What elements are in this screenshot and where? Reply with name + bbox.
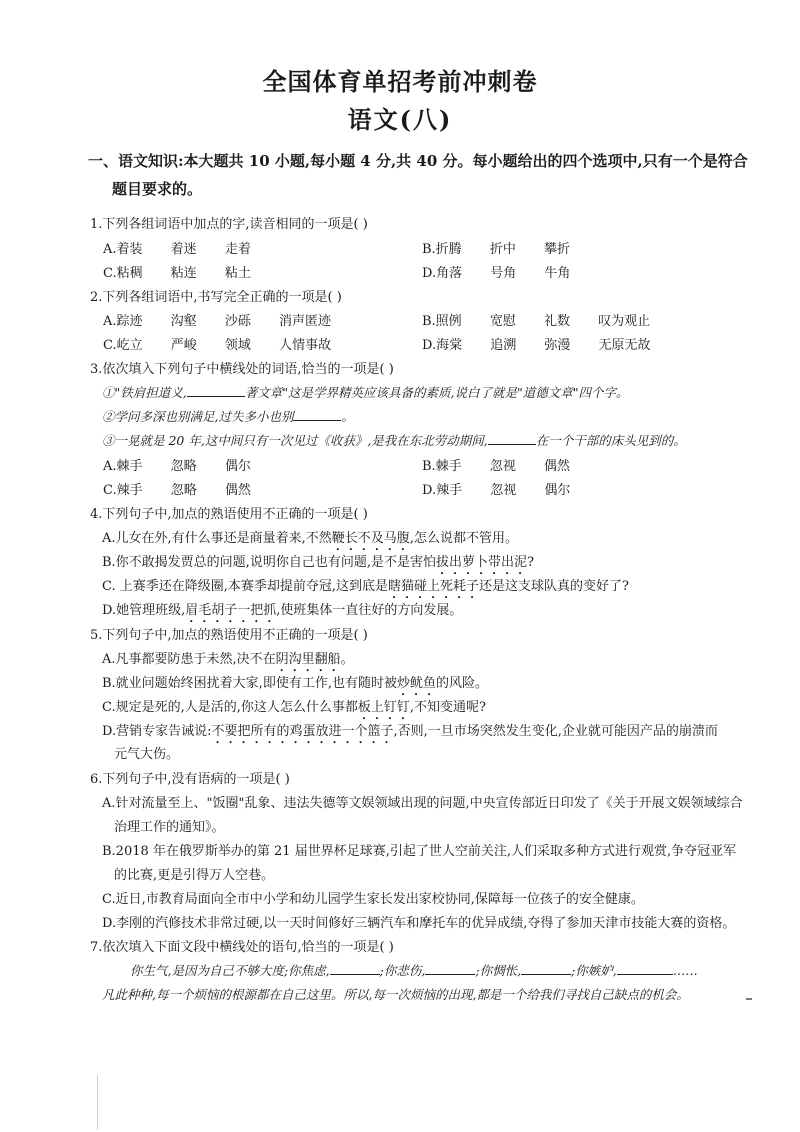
q5-d-post: ,否则,一旦市场突然发生变化,企业就可能因产品的崩溃而 — [393, 724, 718, 739]
q7-blank-1[interactable] — [330, 973, 380, 975]
q1-c-w2: 粘连 — [170, 266, 197, 281]
q7-p1-e: …… — [672, 963, 698, 978]
q4-c-post: 还是这支球队真的变好了? — [479, 579, 630, 594]
q3-stem: 3.依次填入下列句子中横线处的词语,恰当的一项是( ) — [90, 362, 394, 377]
q5-a-post: 。 — [340, 652, 354, 667]
q1-b-w3: 攀折 — [543, 242, 570, 257]
q6-option-b-cont: 的比赛,更是引得万人空巷。 — [114, 868, 275, 883]
q3-b-w1: B.棘手 — [422, 459, 462, 474]
q2-b-w4: 叹为观止 — [598, 314, 651, 329]
q7-blank-4[interactable] — [617, 973, 673, 975]
q1-option-c — [103, 262, 251, 281]
q2-a-w1: A.踪迹 — [103, 314, 143, 329]
margin-rule — [97, 1075, 98, 1130]
q5-stem: 5.下列句子中,加点的熟语使用不正确的一项是( ) — [90, 628, 368, 643]
q2-a-w3: 沙砾 — [224, 314, 251, 329]
q4-a-post: ,怎么说都不管用。 — [409, 531, 518, 546]
q3-c-w2: 忽略 — [170, 483, 197, 498]
q3-a-w2: 忽略 — [170, 459, 197, 474]
q3-d-w3: 偶尔 — [544, 483, 571, 498]
q7-passage-line-1 — [130, 961, 698, 979]
q2-option-a — [103, 310, 331, 329]
q3-d-w1: D.辣手 — [422, 483, 463, 498]
exam-subtitle: 语文(八) — [347, 105, 453, 134]
q1-a-w3: 走着 — [224, 242, 251, 257]
q1-option-b — [422, 238, 570, 257]
q1-b-w1: B.折腾 — [422, 242, 462, 257]
q3-s1-post: 著文章"这是学界精英应该具备的素质,说白了就是"道德文章"四个字。 — [244, 385, 629, 400]
q3-sentence-2 — [102, 407, 354, 425]
section-heading: 一、语文知识:本大题共 10 小题,每小题 4 分,共 40 分。每小题给出的四个选项中,只有一个是符合 — [88, 152, 748, 170]
q1-option-d — [422, 262, 570, 281]
q3-d-w2: 忽视 — [490, 483, 517, 498]
q6-option-b: B.2018 年在俄罗斯举办的第 21 届世界杯足球赛,引起了世人空前关注,人们采取多种方式进行观赏,争夺冠亚军 — [102, 844, 737, 859]
q1-c-w1: C.粘稠 — [103, 266, 143, 281]
q2-option-b — [422, 310, 650, 329]
q2-c-w1: C.屹立 — [103, 338, 143, 353]
q2-c-w2: 严峻 — [170, 338, 197, 353]
q5-c-idiom: 板上钉钉 — [357, 700, 410, 715]
q7-p1-d: ;你嫉妒, — [571, 963, 617, 978]
q4-option-d — [102, 599, 462, 626]
q2-stem: 2.下列各组词语中,书写完全正确的一项是( ) — [90, 290, 342, 305]
q5-b-post: 的风险。 — [435, 676, 488, 691]
q6-option-c: C.近日,市教育局面向全市中小学和幼儿园学生家长发出家校协同,保障每一位孩子的安全健康。 — [102, 892, 644, 907]
q5-option-b — [102, 672, 488, 699]
q5-option-d-cont: 元气大伤。 — [114, 747, 180, 762]
q3-c-w3: 偶然 — [224, 483, 251, 498]
scan-mark — [746, 998, 752, 1000]
q5-b-pre: B.就业问题始终困扰着大家,即使有工作,也有随时被 — [102, 676, 397, 691]
q1-d-w1: D.角落 — [422, 266, 463, 281]
q4-stem: 4.下列句子中,加点的熟语使用不正确的一项是( ) — [90, 507, 368, 522]
q3-a-w3: 偶尔 — [224, 459, 251, 474]
q5-d-idiom: 不要把所有的鸡蛋放进一个篮子 — [211, 724, 394, 739]
q1-d-w3: 牛角 — [544, 266, 571, 281]
q2-a-w4: 消声匿迹 — [278, 314, 331, 329]
q2-option-d — [422, 334, 651, 353]
q1-a-w2: 着迷 — [170, 242, 197, 257]
exam-title: 全国体育单招考前冲刺卷 — [262, 67, 538, 96]
q3-option-a — [103, 455, 251, 474]
q2-d-w2: 追溯 — [490, 338, 517, 353]
q2-b-w2: 宽慰 — [489, 314, 516, 329]
q3-sentence-1 — [102, 383, 628, 401]
q3-s2-pre: ②学问多深也别满足,过失多小也别 — [102, 409, 294, 424]
q7-p1-b: ;你悲伤, — [379, 963, 426, 978]
q4-b-pre: B.你不敢揭发贾总的问题,说明你自己也有问题,是不是害怕 — [102, 555, 436, 570]
q3-sentence-3 — [102, 431, 686, 449]
q3-s2-post: 。 — [341, 409, 354, 424]
q5-b-idiom: 炒鱿鱼 — [396, 676, 436, 691]
q2-d-w3: 弥漫 — [544, 338, 571, 353]
q3-blank-3[interactable] — [488, 443, 536, 445]
q3-a-w1: A.棘手 — [103, 459, 143, 474]
q3-option-c — [103, 479, 251, 498]
q3-s1-pre: ①"铁肩担道义, — [102, 385, 187, 400]
q4-d-pre: D.她管理班级, — [102, 603, 186, 618]
q7-passage-line-2: 凡此种种,每一个烦恼的根源都在自己这里。所以,每一次烦恼的出现,都是一个给我们寻找自己缺点的机会。 — [102, 987, 689, 1002]
q5-option-a — [102, 648, 354, 675]
q4-c-idiom: 瞎猫碰上死耗子 — [388, 579, 480, 594]
q3-blank-1[interactable] — [187, 395, 245, 397]
q7-p1-c: ;你惆怅, — [475, 963, 522, 978]
q1-d-w2: 号角 — [490, 266, 517, 281]
q4-a-idiom: 鞭长不及马腹 — [331, 531, 410, 546]
q3-blank-2[interactable] — [293, 419, 341, 421]
q7-blank-3[interactable] — [521, 973, 571, 975]
q3-s3-pre: ③一晃就是 20 年,这中间只有一次见过《收获》,是我在东北劳动期间, — [102, 433, 488, 448]
q4-b-post: ? — [526, 555, 534, 570]
q4-b-idiom: 拔出萝卜带出泥 — [435, 555, 527, 570]
q3-b-w3: 偶然 — [543, 459, 570, 474]
q5-option-c — [102, 696, 486, 723]
q2-option-c — [103, 334, 331, 353]
section-heading-cont: 题目要求的。 — [112, 180, 203, 198]
q1-a-w1: A.着装 — [103, 242, 143, 257]
q2-d-w4: 无原无故 — [598, 338, 651, 353]
q1-option-a — [103, 238, 251, 257]
q4-d-idiom: 眉毛胡子一把抓 — [185, 603, 277, 618]
q2-c-w4: 人情事故 — [279, 338, 332, 353]
q2-b-w1: B.照例 — [422, 314, 462, 329]
q2-c-w3: 领域 — [224, 338, 251, 353]
q3-option-d — [422, 479, 570, 498]
q3-c-w1: C.辣手 — [103, 483, 143, 498]
q5-a-pre: A.凡事都要防患于未然,决不在 — [102, 652, 276, 667]
q4-option-b — [102, 551, 534, 578]
q6-option-a: A.针对流量至上、"饭圈"乱象、违法失德等文娱领域出现的问题,中央宣传部近日印发了《关于开展文娱领域综合 — [102, 796, 743, 811]
q1-stem: 1.下列各组词语中加点的字,读音相同的一项是( ) — [90, 217, 368, 232]
q2-a-w2: 沟壑 — [170, 314, 197, 329]
q5-option-d — [102, 720, 718, 747]
q4-c-pre: C. 上赛季还在降级圈,本赛季却提前夺冠,这到底是 — [102, 579, 389, 594]
q7-stem: 7.依次填入下面文段中横线处的语句,恰当的一项是( ) — [90, 940, 394, 955]
q7-blank-2[interactable] — [425, 973, 475, 975]
q5-a-idiom: 阴沟里翻船 — [275, 652, 341, 667]
q4-option-a — [102, 527, 518, 554]
q1-b-w2: 折中 — [489, 242, 516, 257]
q2-b-w3: 礼数 — [543, 314, 570, 329]
q4-a-pre: A.儿女在外,有什么事还是商量着来,不然 — [102, 531, 332, 546]
q5-c-pre: C.规定是死的,人是活的,你这人怎么什么事都 — [102, 700, 358, 715]
q4-d-post: ,使班集体一直往好的方向发展。 — [276, 603, 463, 618]
q3-s3-post: 在一个干部的床头见到的。 — [535, 433, 686, 448]
q7-p1-a: 你生气,是因为自己不够大度;你焦虑, — [130, 963, 330, 978]
q5-d-pre: D.营销专家告诫说: — [102, 724, 212, 739]
q6-option-d: D.李刚的汽修技术非常过硬,以一天时间修好三辆汽车和摩托车的优异成绩,夺得了参加天津市技能大赛的资格。 — [102, 916, 736, 931]
q4-option-c — [102, 575, 629, 602]
q1-c-w3: 粘土 — [224, 266, 251, 281]
q3-option-b — [422, 455, 570, 474]
q2-d-w1: D.海棠 — [422, 338, 463, 353]
q3-b-w2: 忽视 — [489, 459, 516, 474]
q5-c-post: ,不知变通呢? — [409, 700, 487, 715]
q6-stem: 6.下列句子中,没有语病的一项是( ) — [90, 772, 290, 787]
q6-option-a-cont: 治理工作的通知》。 — [114, 820, 225, 835]
